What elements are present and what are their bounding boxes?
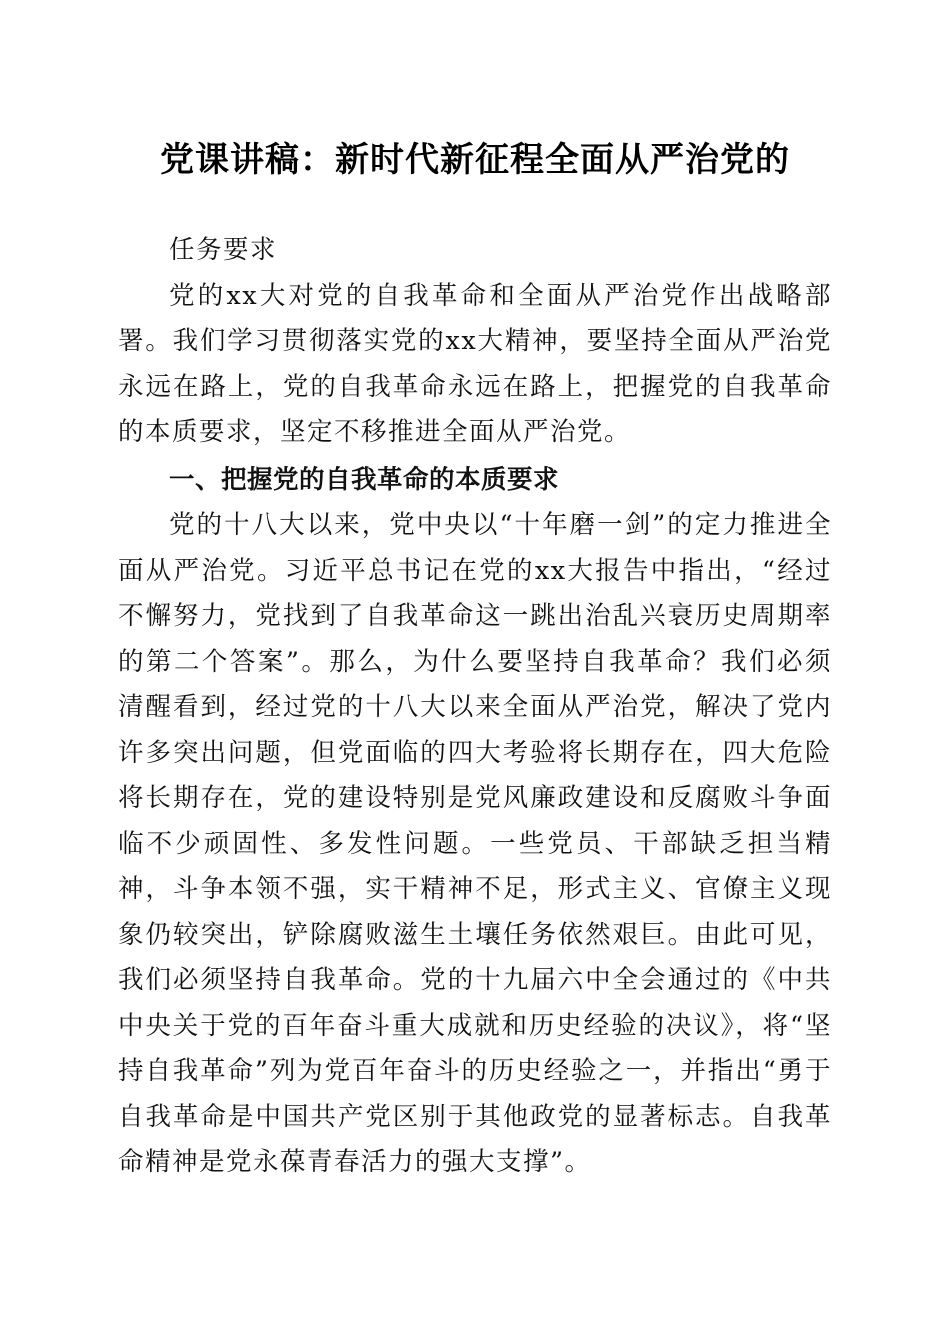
intro-paragraph: 党的xx大对党的自我革命和全面从严治党作出战略部署。我们学习贯彻落实党的xx大精神，要坚持全面从严治党永远在路上，党的自我革命永远在路上，把握党的自我革命的本质要求，坚定不移推进全面从严治党。 (118, 280, 832, 447)
task-subtitle: 任务要求 (169, 235, 278, 265)
document-title: 党课讲稿：新时代新征程全面从严治党的 (160, 140, 790, 180)
document-body (118, 228, 832, 1186)
section-paragraph: 党的十八大以来，党中央以“十年磨一剑”的定力推进全面从严治党。习近平总书记在党的xx大报告中指出，“经过不懈努力，党找到了自我革命这一跳出治乱兴衰历史周期率的第二个答案”。那么，为什么要坚持自我革命？我们必须清醒看到，经过党的十八大以来全面从严治党，解决了党内许多突出问题，但党面临的四大考验将长期存在，四大危险将长期存在，党的建设特别是党风廉政建设和反腐败斗争面临不少顽固性、多发性问题。一些党员、干部缺乏担当精神，斗争本领不强，实干精神不足，形式主义、官僚主义现象仍较突出，铲除腐败滋生土壤任务依然艰巨。由此可见，我们必须坚持自我革命。党的十九届六中全会通过的《中共中央关于党的百年奋斗重大成就和历史经验的决议》，将“坚持自我革命”列为党百年奋斗的历史经验之一，并指出“勇于自我革命是中国共产党区别于其他政党的显著标志。自我革命精神是党永葆青春活力的强大支撑”。 (118, 510, 832, 1177)
section-heading: 一、把握党的自我革命的本质要求 (169, 464, 560, 495)
